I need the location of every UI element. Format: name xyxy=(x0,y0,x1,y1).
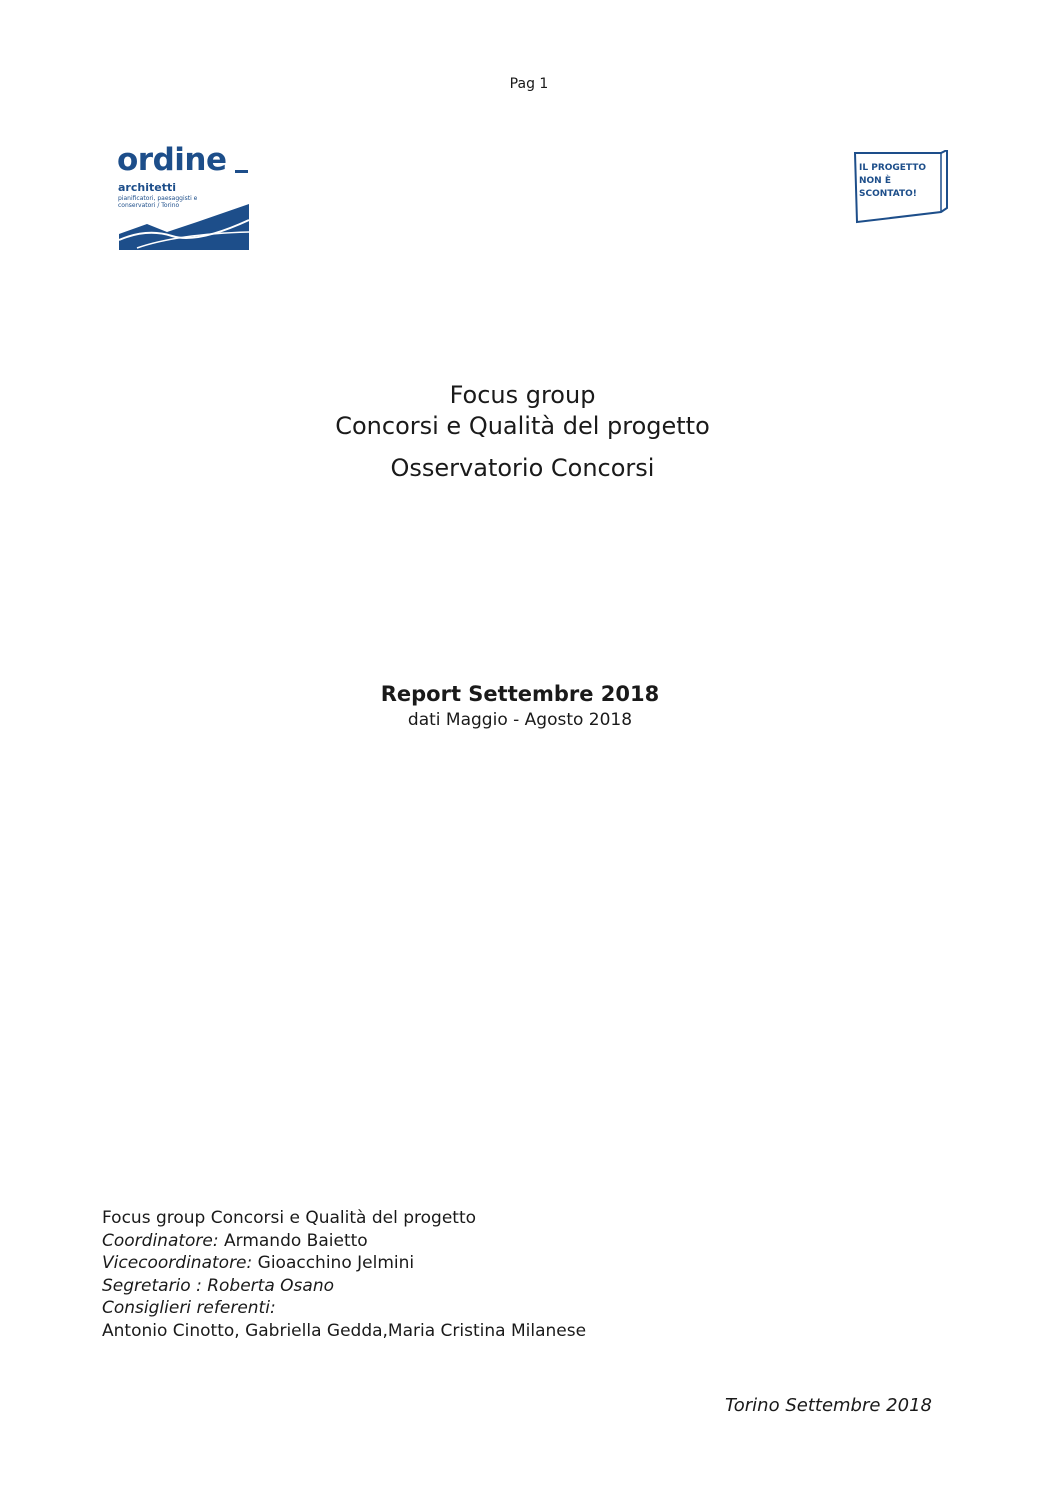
footer-date: Torino Settembre 2018 xyxy=(725,1395,932,1416)
credits-block xyxy=(102,1207,586,1342)
credits-coordinator xyxy=(102,1230,586,1253)
vice-coordinator-label: Vicecoordinatore: xyxy=(102,1253,253,1273)
coordinator-label: Coordinatore: xyxy=(102,1230,219,1251)
credits-secretary: Segretario : Roberta Osano xyxy=(102,1275,334,1296)
title-line-3: Osservatorio Concorsi xyxy=(390,454,655,482)
report-heading xyxy=(0,680,1040,732)
vice-coordinator-name: Gioacchino Jelmini xyxy=(252,1253,415,1273)
progetto-line-2: NON È xyxy=(859,176,891,186)
credits-councillors-names: Antonio Cinotto, Gabriella Gedda,Maria Cristina Milanese xyxy=(102,1320,587,1341)
title-line-2: Concorsi e Qualità del progetto xyxy=(335,412,710,440)
document-title xyxy=(0,380,1045,484)
report-subtitle: dati Maggio - Agosto 2018 xyxy=(407,710,633,730)
logo-wordmark: ordine xyxy=(117,142,227,178)
logo-tagline: pianificatori, paesaggisti e conservatori / Torino xyxy=(118,195,198,209)
coordinator-name: Armando Baietto xyxy=(218,1230,368,1251)
credits-group: Focus group Concorsi e Qualità del progetto xyxy=(102,1208,477,1228)
progetto-logo-text xyxy=(859,162,939,201)
report-title: Report Settembre 2018 xyxy=(380,682,660,706)
progetto-line-3: SCONTATO! xyxy=(859,189,917,199)
title-line-1: Focus group xyxy=(449,381,596,409)
progetto-non-scontato-logo xyxy=(853,150,949,224)
ordine-architetti-logo xyxy=(117,142,257,254)
page-number: Pag 1 xyxy=(509,76,549,92)
logo-subtitle: architetti xyxy=(118,181,176,194)
progetto-line-1: IL PROGETTO xyxy=(859,163,927,173)
logo-underscore xyxy=(235,170,248,173)
logo-landscape-icon xyxy=(117,202,252,254)
credits-vice-coordinator xyxy=(102,1252,586,1275)
credits-councillors-label: Consiglieri referenti: xyxy=(102,1298,276,1318)
